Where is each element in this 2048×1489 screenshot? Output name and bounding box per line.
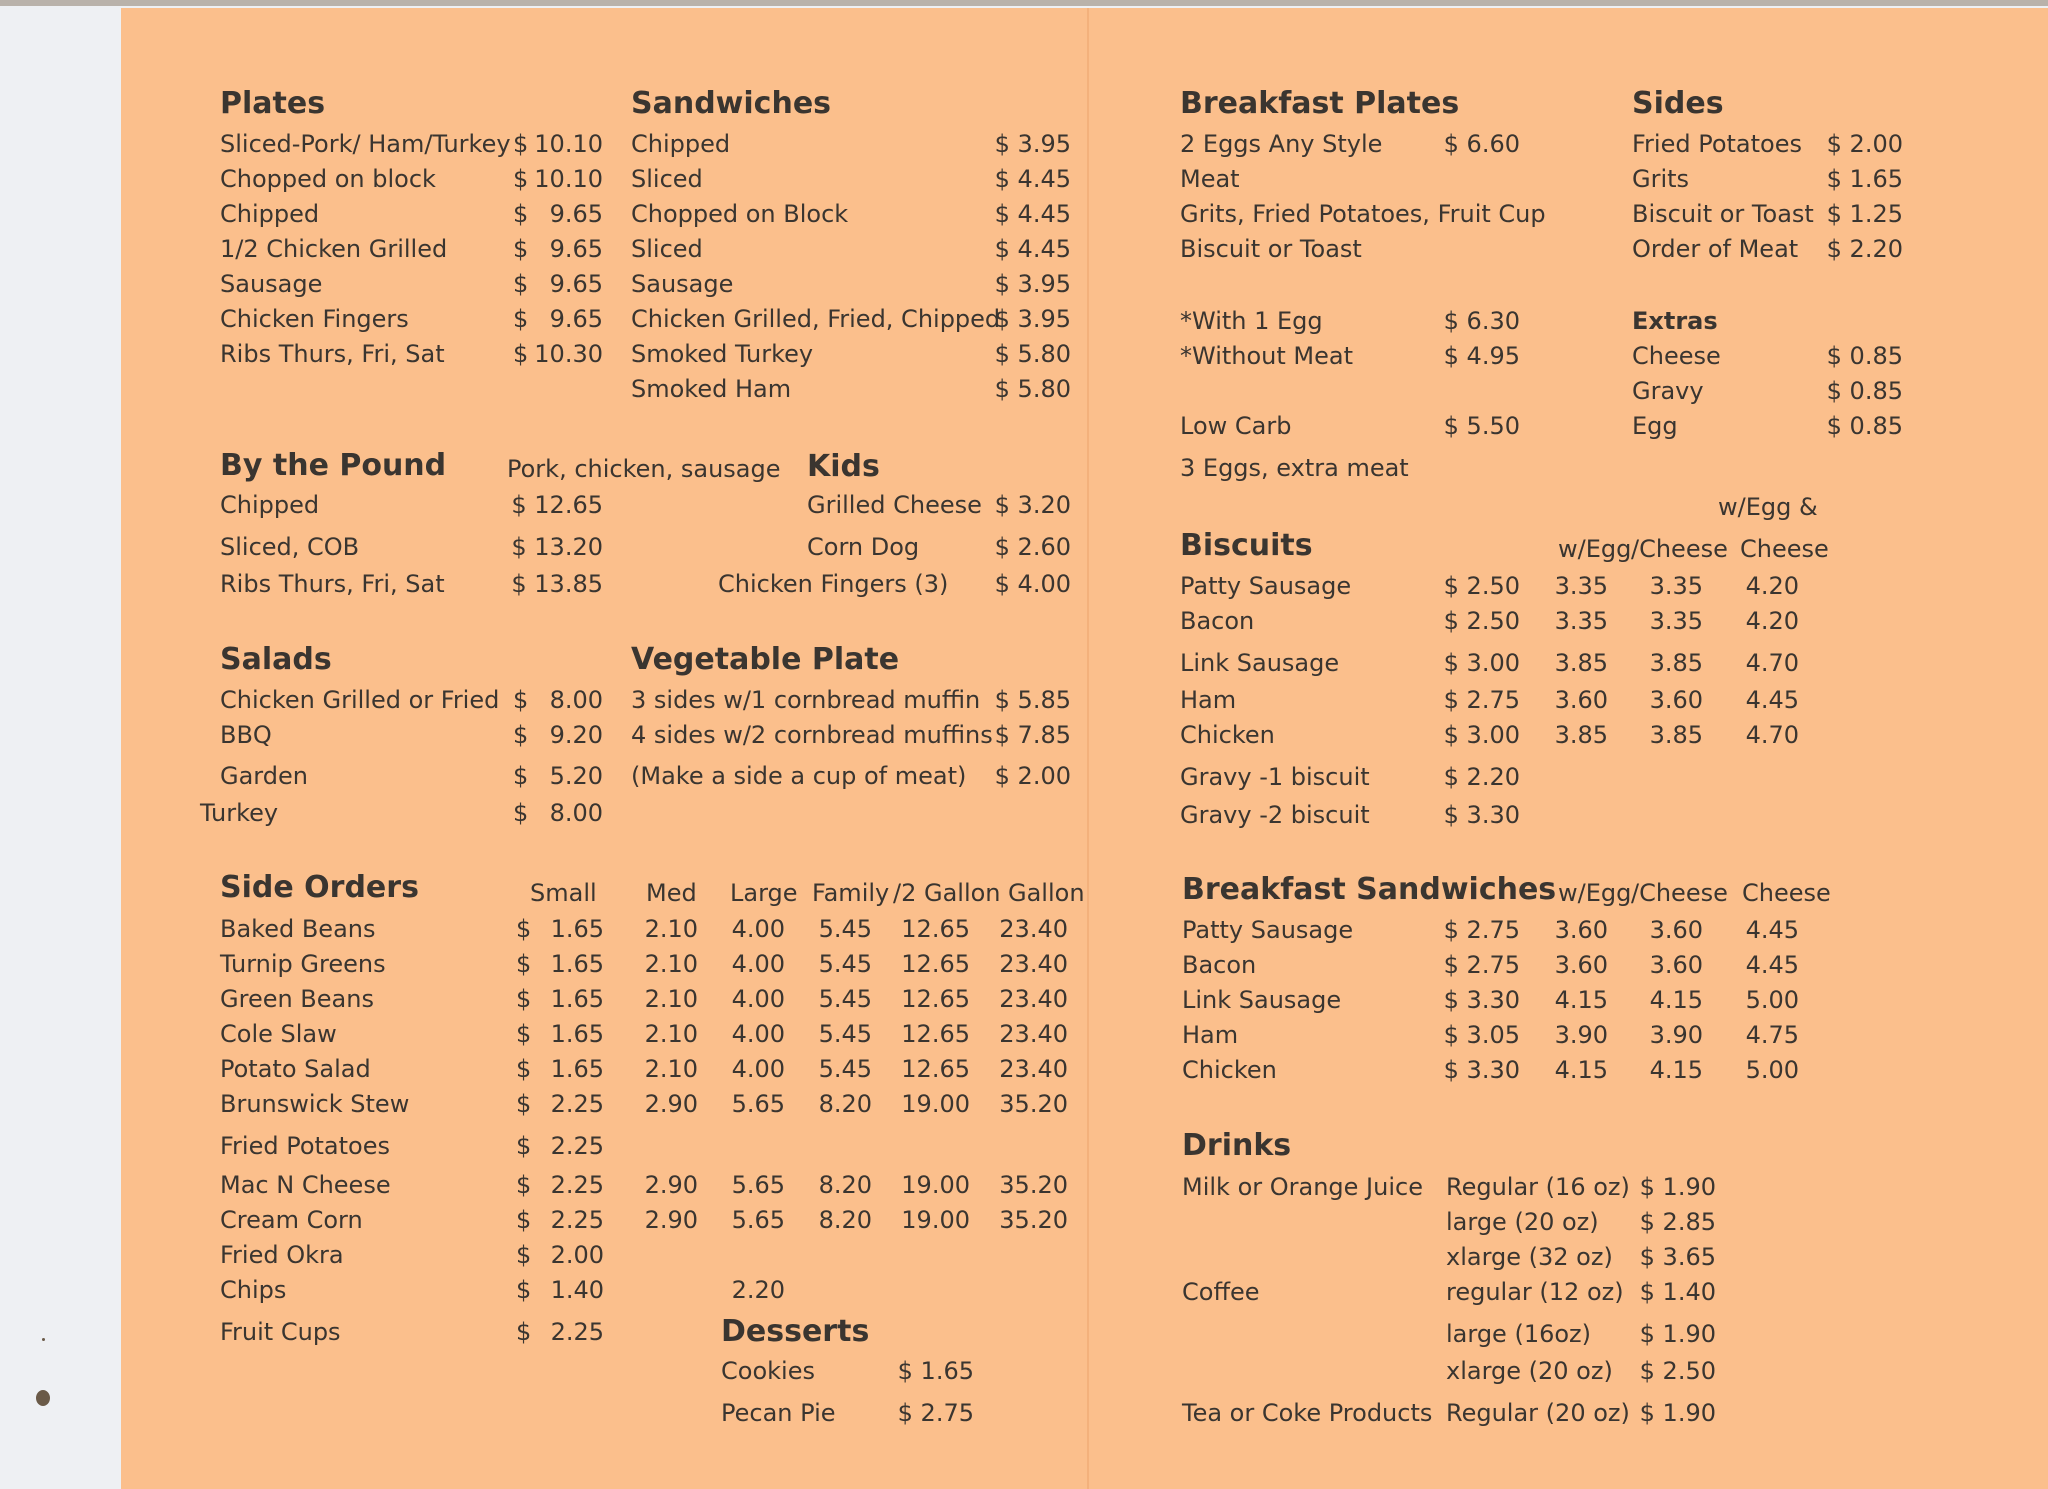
- plates-item-name: Sliced-Pork/ Ham/Turkey: [220, 130, 511, 158]
- sandwiches-item-name: Sliced: [631, 235, 703, 263]
- sandwiches-item-price: $ 3.95: [994, 130, 1071, 158]
- biscuits-row-price: $ 3.30: [1443, 801, 1520, 829]
- sandwiches-item-name: Smoked Ham: [631, 375, 792, 403]
- sides-item-name: Order of Meat: [1632, 235, 1799, 263]
- sandwiches-item-name: Chopped on Block: [631, 200, 849, 228]
- biscuits-row-with-cheese: 3.60: [1649, 686, 1703, 714]
- biscuits-row-with-cheese: 3.85: [1649, 721, 1703, 749]
- side-orders-row-small: 2.25: [550, 1132, 604, 1160]
- biscuits-row-with-cheese: 3.85: [1649, 649, 1703, 677]
- drinks-row-price: $ 1.90: [1639, 1399, 1716, 1427]
- side-orders-row-gallon: 23.40: [999, 1055, 1068, 1083]
- by-the-pound-item-price: $ 12.65: [511, 491, 603, 519]
- side-orders-row-family: 8.20: [818, 1090, 872, 1118]
- side-orders-row-small: 2.25: [550, 1090, 604, 1118]
- side-orders-row-gallon: 35.20: [999, 1090, 1068, 1118]
- kids-item-name: Corn Dog: [807, 533, 920, 561]
- side-orders-row-half-gallon: 12.65: [901, 950, 970, 978]
- side-orders-row-med: 2.90: [644, 1171, 698, 1199]
- side-orders-row-half-gallon: 19.00: [901, 1090, 970, 1118]
- salads-item-price: 9.20: [549, 721, 603, 749]
- side-orders-row-currency: $: [516, 1171, 532, 1199]
- sides-heading: Sides: [1632, 86, 1724, 121]
- by-the-pound-heading: By the Pound: [220, 448, 447, 483]
- side-orders-row-large: 4.00: [731, 985, 785, 1013]
- drinks-row-size: large (20 oz): [1446, 1208, 1599, 1236]
- side-orders-row-large: 4.00: [731, 915, 785, 943]
- drinks-row-price: $ 1.90: [1639, 1173, 1716, 1201]
- biscuits-col-egg-cheese: Cheese: [1740, 535, 1829, 563]
- side-orders-row-med: 2.90: [644, 1090, 698, 1118]
- breakfast-sandwiches-row-with-egg: 3.90: [1554, 1021, 1608, 1049]
- plates-item-currency: $: [513, 235, 529, 263]
- biscuits-col-egg: w/Egg: [1558, 535, 1632, 563]
- side-orders-row-large: 5.65: [731, 1171, 785, 1199]
- drinks-row-price: $ 1.40: [1639, 1278, 1716, 1306]
- breakfast-plates-line: 2 Eggs Any Style: [1180, 130, 1383, 158]
- breakfast-plates-price: $ 5.50: [1443, 412, 1520, 440]
- salads-item-price: 5.20: [549, 762, 603, 790]
- drinks-heading: Drinks: [1182, 1128, 1292, 1163]
- side-orders-row-large: 2.20: [731, 1276, 785, 1304]
- breakfast-sandwiches-col-egg: w/Egg: [1558, 879, 1632, 907]
- side-orders-row-name: Cream Corn: [220, 1206, 363, 1234]
- sandwiches-item-name: Sausage: [631, 270, 734, 298]
- side-orders-row-small: 1.65: [550, 915, 604, 943]
- breakfast-sandwiches-row-with-egg-cheese: 4.75: [1745, 1021, 1799, 1049]
- plates-item-price: 9.65: [549, 270, 603, 298]
- sandwiches-item-price: $ 5.80: [994, 340, 1071, 368]
- plates-item-currency: $: [513, 165, 529, 193]
- salads-item-name: Chicken Grilled or Fried: [220, 686, 500, 714]
- biscuits-col-cheese: /Cheese: [1631, 535, 1728, 563]
- side-orders-row-half-gallon: 12.65: [901, 1020, 970, 1048]
- biscuits-row-name: Ham: [1180, 686, 1237, 714]
- biscuits-row-name: Gravy -1 biscuit: [1180, 763, 1370, 791]
- side-orders-row-family: 8.20: [818, 1171, 872, 1199]
- salads-heading: Salads: [220, 642, 332, 677]
- drinks-row-size: Regular (16 oz): [1446, 1173, 1630, 1201]
- side-orders-row-gallon: 23.40: [999, 915, 1068, 943]
- desserts-item-name: Pecan Pie: [721, 1399, 836, 1427]
- breakfast-plates-line: *With 1 Egg: [1180, 307, 1323, 335]
- plates-item-price: 9.65: [549, 235, 603, 263]
- side-orders-row-name: Potato Salad: [220, 1055, 371, 1083]
- sides-item-name: Grits: [1632, 165, 1690, 193]
- side-orders-row-currency: $: [516, 915, 532, 943]
- plates-item-name: Chipped: [220, 200, 320, 228]
- breakfast-sandwiches-row-price: $ 2.75: [1443, 951, 1520, 979]
- side-orders-row-name: Cole Slaw: [220, 1020, 337, 1048]
- by-the-pound-note: Pork, chicken, sausage: [507, 455, 781, 483]
- side-orders-row-name: Brunswick Stew: [220, 1090, 410, 1118]
- kids-item-name: Grilled Cheese: [807, 491, 982, 519]
- side-orders-row-family: 5.45: [818, 1020, 872, 1048]
- biscuits-row-with-cheese: 3.35: [1649, 572, 1703, 600]
- breakfast-sandwiches-row-name: Patty Sausage: [1182, 916, 1354, 944]
- breakfast-sandwiches-row-price: $ 3.30: [1443, 1056, 1520, 1084]
- side-orders-row-currency: $: [516, 1132, 532, 1160]
- breakfast-sandwiches-row-with-cheese: 3.60: [1649, 916, 1703, 944]
- drinks-row-price: $ 3.65: [1639, 1243, 1716, 1271]
- sandwiches-item-name: Chicken Grilled, Fried, Chipped: [631, 305, 1001, 333]
- side-orders-row-med: 2.10: [644, 1055, 698, 1083]
- sandwiches-item-name: Smoked Turkey: [631, 340, 814, 368]
- paper-speck: [42, 1338, 45, 1341]
- side-orders-row-gallon: 35.20: [999, 1171, 1068, 1199]
- side-orders-row-currency: $: [516, 1276, 532, 1304]
- salads-item-price: 8.00: [549, 686, 603, 714]
- biscuits-row-with-egg: 3.35: [1554, 572, 1608, 600]
- breakfast-sandwiches-row-price: $ 2.75: [1443, 916, 1520, 944]
- side-orders-row-currency: $: [516, 1090, 532, 1118]
- side-orders-row-small: 2.25: [550, 1206, 604, 1234]
- salads-item-price: 8.00: [549, 799, 603, 827]
- desserts-item-price: $ 2.75: [897, 1399, 974, 1427]
- extras-item-name: Gravy: [1632, 377, 1704, 405]
- side-orders-row-currency: $: [516, 950, 532, 978]
- side-orders-column-header: /2 Gallon: [893, 879, 1001, 907]
- side-orders-column-header: Large: [730, 879, 798, 907]
- salads-item-currency: $: [513, 799, 529, 827]
- side-orders-row-med: 2.10: [644, 1020, 698, 1048]
- breakfast-sandwiches-col-egg-cheese: Cheese: [1742, 879, 1831, 907]
- extras-item-price: $ 0.85: [1826, 342, 1903, 370]
- side-orders-row-currency: $: [516, 985, 532, 1013]
- biscuits-row-with-egg-cheese: 4.70: [1745, 649, 1799, 677]
- scan-shadow: [0, 0, 2048, 6]
- salads-item-currency: $: [513, 721, 529, 749]
- breakfast-plates-line: Grits, Fried Potatoes, Fruit Cup: [1180, 200, 1546, 228]
- breakfast-sandwiches-row-with-egg-cheese: 5.00: [1745, 986, 1799, 1014]
- drinks-row-size: Regular (20 oz): [1446, 1399, 1630, 1427]
- breakfast-plates-price: $ 4.95: [1443, 342, 1520, 370]
- side-orders-row-family: 5.45: [818, 950, 872, 978]
- sandwiches-item-price: $ 3.95: [994, 305, 1071, 333]
- side-orders-row-currency: $: [516, 1055, 532, 1083]
- by-the-pound-item-price: $ 13.20: [511, 533, 603, 561]
- breakfast-sandwiches-row-with-egg: 4.15: [1554, 986, 1608, 1014]
- breakfast-sandwiches-row-name: Chicken: [1182, 1056, 1277, 1084]
- biscuits-row-name: Bacon: [1180, 607, 1255, 635]
- sandwiches-item-price: $ 3.95: [994, 270, 1071, 298]
- plates-item-price: 9.65: [549, 200, 603, 228]
- plates-item-name: Chopped on block: [220, 165, 436, 193]
- kids-item-name: Chicken Fingers (3): [718, 570, 949, 598]
- drinks-row-price: $ 2.50: [1639, 1357, 1716, 1385]
- by-the-pound-item-name: Chipped: [220, 491, 320, 519]
- breakfast-sandwiches-row-with-cheese: 4.15: [1649, 986, 1703, 1014]
- side-orders-row-half-gallon: 19.00: [901, 1206, 970, 1234]
- desserts-heading: Desserts: [721, 1314, 870, 1349]
- extras-heading: Extras: [1632, 307, 1718, 335]
- plates-item-price: 10.10: [534, 165, 603, 193]
- drinks-row-price: $ 2.85: [1639, 1208, 1716, 1236]
- side-orders-row-small: 2.25: [550, 1171, 604, 1199]
- side-orders-row-large: 5.65: [731, 1090, 785, 1118]
- sandwiches-item-price: $ 4.45: [994, 200, 1071, 228]
- breakfast-sandwiches-row-name: Link Sausage: [1182, 986, 1342, 1014]
- extras-item-price: $ 0.85: [1826, 412, 1903, 440]
- plates-item-price: 10.30: [534, 340, 603, 368]
- plates-item-price: 10.10: [534, 130, 603, 158]
- breakfast-sandwiches-row-price: $ 3.05: [1443, 1021, 1520, 1049]
- side-orders-row-name: Mac N Cheese: [220, 1171, 391, 1199]
- side-orders-row-currency: $: [516, 1206, 532, 1234]
- side-orders-row-family: 5.45: [818, 915, 872, 943]
- side-orders-row-small: 1.65: [550, 985, 604, 1013]
- biscuits-row-price: $ 2.20: [1443, 763, 1520, 791]
- side-orders-row-gallon: 23.40: [999, 950, 1068, 978]
- breakfast-sandwiches-row-with-egg: 3.60: [1554, 951, 1608, 979]
- side-orders-row-family: 5.45: [818, 1055, 872, 1083]
- biscuits-row-price: $ 2.50: [1443, 572, 1520, 600]
- side-orders-row-currency: $: [516, 1020, 532, 1048]
- side-orders-column-header: Small: [530, 879, 597, 907]
- breakfast-plates-line: *Without Meat: [1180, 342, 1354, 370]
- breakfast-plates-price: $ 6.60: [1443, 130, 1520, 158]
- sandwiches-item-name: Sliced: [631, 165, 703, 193]
- side-orders-row-name: Fruit Cups: [220, 1318, 341, 1346]
- salads-item-name: BBQ: [220, 721, 272, 749]
- plates-item-currency: $: [513, 130, 529, 158]
- breakfast-sandwiches-row-name: Ham: [1182, 1021, 1239, 1049]
- breakfast-plates-heading: Breakfast Plates: [1180, 86, 1460, 121]
- vegetable-plate-item-name: 4 sides w/2 cornbread muffins: [631, 721, 993, 749]
- breakfast-sandwiches-row-with-egg-cheese: 4.45: [1745, 951, 1799, 979]
- vegetable-plate-item-price: $ 5.85: [994, 686, 1071, 714]
- salads-item-currency: $: [513, 686, 529, 714]
- desserts-item-price: $ 1.65: [897, 1357, 974, 1385]
- side-orders-row-small: 1.40: [550, 1276, 604, 1304]
- biscuits-heading: Biscuits: [1180, 528, 1313, 563]
- plates-heading: Plates: [220, 86, 326, 121]
- biscuits-row-with-egg-cheese: 4.70: [1745, 721, 1799, 749]
- biscuits-row-with-egg: 3.85: [1554, 649, 1608, 677]
- side-orders-row-name: Fried Okra: [220, 1241, 344, 1269]
- breakfast-plates-line: Biscuit or Toast: [1180, 235, 1362, 263]
- extras-item-name: Cheese: [1632, 342, 1721, 370]
- side-orders-row-currency: $: [516, 1318, 532, 1346]
- breakfast-sandwiches-row-with-cheese: 3.90: [1649, 1021, 1703, 1049]
- vegetable-plate-item-price: $ 2.00: [994, 762, 1071, 790]
- side-orders-row-large: 4.00: [731, 1055, 785, 1083]
- breakfast-plates-line: Low Carb: [1180, 412, 1292, 440]
- sandwiches-heading: Sandwiches: [631, 86, 832, 121]
- drinks-row-name: Milk or Orange Juice: [1182, 1173, 1423, 1201]
- biscuits-row-with-egg-cheese: 4.45: [1745, 686, 1799, 714]
- side-orders-row-small: 1.65: [550, 1055, 604, 1083]
- biscuits-row-with-egg-cheese: 4.20: [1745, 572, 1799, 600]
- salads-item-name: Turkey: [200, 799, 279, 827]
- side-orders-row-gallon: 23.40: [999, 985, 1068, 1013]
- sides-item-price: $ 2.20: [1826, 235, 1903, 263]
- plates-item-name: Ribs Thurs, Fri, Sat: [220, 340, 445, 368]
- side-orders-row-med: 2.10: [644, 915, 698, 943]
- side-orders-row-name: Turnip Greens: [220, 950, 386, 978]
- breakfast-plates-price: $ 6.30: [1443, 307, 1520, 335]
- breakfast-sandwiches-row-with-cheese: 3.60: [1649, 951, 1703, 979]
- vegetable-plate-heading: Vegetable Plate: [631, 642, 900, 677]
- biscuits-row-name: Gravy -2 biscuit: [1180, 801, 1370, 829]
- vegetable-plate-item-name: (Make a side a cup of meat): [631, 762, 967, 790]
- side-orders-row-med: 2.90: [644, 1206, 698, 1234]
- side-orders-row-small: 2.25: [550, 1318, 604, 1346]
- vegetable-plate-item-price: $ 7.85: [994, 721, 1071, 749]
- side-orders-row-med: 2.10: [644, 950, 698, 978]
- side-orders-row-name: Baked Beans: [220, 915, 376, 943]
- biscuits-row-name: Chicken: [1180, 721, 1275, 749]
- side-orders-row-large: 4.00: [731, 1020, 785, 1048]
- side-orders-row-name: Fried Potatoes: [220, 1132, 391, 1160]
- sides-item-price: $ 2.00: [1826, 130, 1903, 158]
- plates-item-name: Sausage: [220, 270, 323, 298]
- sides-item-name: Biscuit or Toast: [1632, 200, 1814, 228]
- biscuits-row-with-egg: 3.60: [1554, 686, 1608, 714]
- breakfast-sandwiches-row-with-egg: 4.15: [1554, 1056, 1608, 1084]
- side-orders-row-small: 2.00: [550, 1241, 604, 1269]
- side-orders-row-gallon: 35.20: [999, 1206, 1068, 1234]
- kids-item-price: $ 3.20: [994, 491, 1071, 519]
- by-the-pound-item-name: Sliced, COB: [220, 533, 360, 561]
- side-orders-row-large: 5.65: [731, 1206, 785, 1234]
- plates-item-currency: $: [513, 305, 529, 333]
- side-orders-row-half-gallon: 19.00: [901, 1171, 970, 1199]
- biscuits-row-with-egg: 3.85: [1554, 721, 1608, 749]
- biscuits-row-price: $ 3.00: [1443, 721, 1520, 749]
- biscuits-row-price: $ 3.00: [1443, 649, 1520, 677]
- sides-item-name: Fried Potatoes: [1632, 130, 1803, 158]
- sandwiches-item-name: Chipped: [631, 130, 731, 158]
- side-orders-row-small: 1.65: [550, 1020, 604, 1048]
- sandwiches-item-price: $ 4.45: [994, 165, 1071, 193]
- sides-item-price: $ 1.25: [1826, 200, 1903, 228]
- biscuits-row-with-egg: 3.35: [1554, 607, 1608, 635]
- drinks-row-name: Coffee: [1182, 1278, 1260, 1306]
- by-the-pound-item-price: $ 13.85: [511, 570, 603, 598]
- breakfast-sandwiches-row-with-cheese: 4.15: [1649, 1056, 1703, 1084]
- drinks-row-price: $ 1.90: [1639, 1320, 1716, 1348]
- breakfast-sandwiches-heading: Breakfast Sandwiches: [1182, 872, 1557, 907]
- plates-item-name: Chicken Fingers: [220, 305, 409, 333]
- side-orders-row-large: 4.00: [731, 950, 785, 978]
- side-orders-column-header: Family: [812, 879, 890, 907]
- extras-item-price: $ 0.85: [1826, 377, 1903, 405]
- side-orders-row-family: 5.45: [818, 985, 872, 1013]
- sides-item-price: $ 1.65: [1826, 165, 1903, 193]
- kids-item-price: $ 2.60: [994, 533, 1071, 561]
- plates-item-currency: $: [513, 340, 529, 368]
- plates-item-currency: $: [513, 200, 529, 228]
- side-orders-row-small: 1.65: [550, 950, 604, 978]
- side-orders-row-med: 2.10: [644, 985, 698, 1013]
- drinks-row-name: Tea or Coke Products: [1182, 1399, 1433, 1427]
- desserts-item-name: Cookies: [721, 1357, 815, 1385]
- drinks-row-size: regular (12 oz): [1446, 1278, 1624, 1306]
- breakfast-sandwiches-row-with-egg-cheese: 4.45: [1745, 916, 1799, 944]
- salads-item-name: Garden: [220, 762, 308, 790]
- biscuits-row-price: $ 2.50: [1443, 607, 1520, 635]
- biscuits-row-price: $ 2.75: [1443, 686, 1520, 714]
- drinks-row-size: xlarge (32 oz): [1446, 1243, 1613, 1271]
- breakfast-sandwiches-row-with-egg: 3.60: [1554, 916, 1608, 944]
- vegetable-plate-item-name: 3 sides w/1 cornbread muffin: [631, 686, 981, 714]
- plates-item-currency: $: [513, 270, 529, 298]
- drinks-row-size: xlarge (20 oz): [1446, 1357, 1613, 1385]
- plates-item-name: 1/2 Chicken Grilled: [220, 235, 448, 263]
- sandwiches-item-price: $ 4.45: [994, 235, 1071, 263]
- biscuits-col-egg-cheese-top: w/Egg &: [1718, 493, 1818, 521]
- drinks-row-size: large (16oz): [1446, 1320, 1591, 1348]
- biscuits-row-name: Patty Sausage: [1180, 572, 1352, 600]
- breakfast-sandwiches-row-price: $ 3.30: [1443, 986, 1520, 1014]
- side-orders-row-currency: $: [516, 1241, 532, 1269]
- side-orders-column-header: Med: [646, 879, 697, 907]
- extras-item-name: Egg: [1632, 412, 1678, 440]
- breakfast-sandwiches-row-name: Bacon: [1182, 951, 1257, 979]
- breakfast-plates-line: Meat: [1180, 165, 1240, 193]
- side-orders-row-name: Green Beans: [220, 985, 374, 1013]
- sandwiches-item-price: $ 5.80: [994, 375, 1071, 403]
- side-orders-column-header: Gallon: [1008, 879, 1085, 907]
- page-fold: [1087, 8, 1089, 1489]
- side-orders-row-family: 8.20: [818, 1206, 872, 1234]
- biscuits-row-with-cheese: 3.35: [1649, 607, 1703, 635]
- by-the-pound-item-name: Ribs Thurs, Fri, Sat: [220, 570, 445, 598]
- side-orders-row-half-gallon: 12.65: [901, 1055, 970, 1083]
- plates-item-price: 9.65: [549, 305, 603, 333]
- side-orders-row-half-gallon: 12.65: [901, 985, 970, 1013]
- side-orders-row-name: Chips: [220, 1276, 287, 1304]
- side-orders-row-gallon: 23.40: [999, 1020, 1068, 1048]
- salads-item-currency: $: [513, 762, 529, 790]
- side-orders-heading: Side Orders: [220, 870, 419, 905]
- breakfast-plates-line: 3 Eggs, extra meat: [1180, 454, 1409, 482]
- breakfast-sandwiches-col-cheese: /Cheese: [1631, 879, 1728, 907]
- breakfast-sandwiches-row-with-egg-cheese: 5.00: [1745, 1056, 1799, 1084]
- paper-speck: [36, 1390, 50, 1406]
- kids-heading: Kids: [807, 449, 880, 484]
- kids-item-price: $ 4.00: [994, 570, 1071, 598]
- biscuits-row-name: Link Sausage: [1180, 649, 1340, 677]
- biscuits-row-with-egg-cheese: 4.20: [1745, 607, 1799, 635]
- side-orders-row-half-gallon: 12.65: [901, 915, 970, 943]
